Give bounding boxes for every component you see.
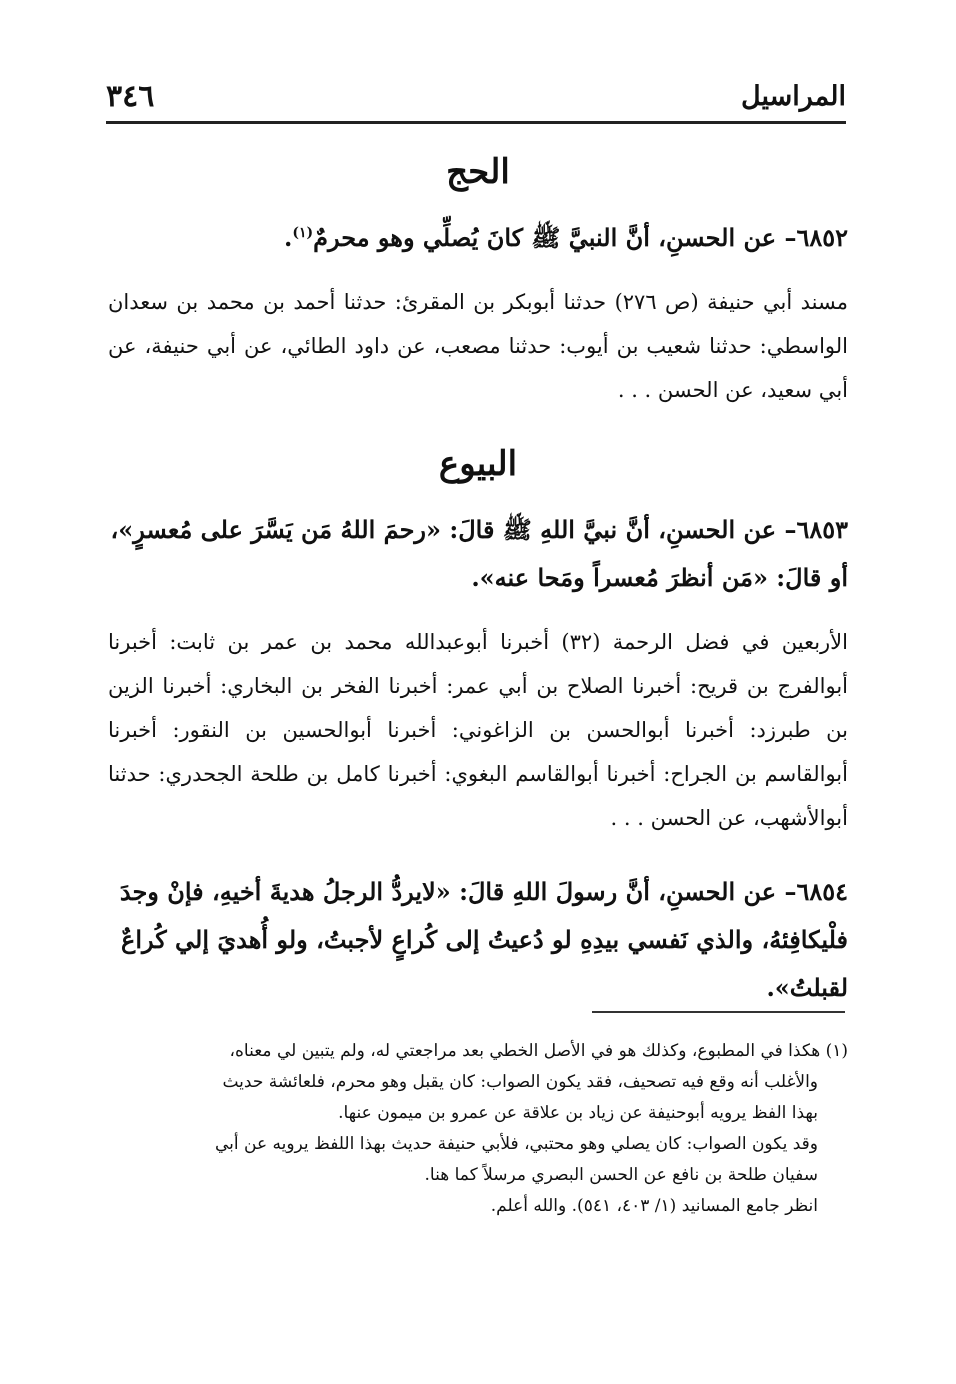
hadith-text: عن الحسنِ، أنَّ النبيَّ ﷺ كانَ يُصلِّي وهو محرمٌ: [313, 223, 785, 252]
page-number: ٣٤٦: [106, 79, 155, 114]
footnote-line: (١) هكذا في المطبوع، وكذلك هو في الأصل الخطي بعد مراجعتي له، ولم يتبين لي معناه،: [229, 1041, 848, 1061]
header-rule: [106, 121, 846, 124]
hadith-6852: [108, 214, 848, 262]
hadith-end: .: [283, 223, 293, 252]
footnotes: [108, 1036, 848, 1222]
running-head: [106, 78, 846, 120]
hadith-text: عن الحسنِ، أنَّ رسولَ اللهِ قالَ: «لايردُّ الرجلُ هديةَ أخيهِ، فإنْ وجدَ فلْيكافِئهُ، والذي نَفسي بيدِهِ لو دُعيتُ إلى كُراعٍ لأجبتُ، ولو أُهديَ إلي كُراعٌ لقبلتُ».: [119, 877, 848, 1002]
hadith-text: عن الحسنِ، أنَّ نبيَّ اللهِ ﷺ قالَ: «رحمَ اللهُ مَن يَسَّرَ على مُعسرٍ»، أو قالَ: «مَن أنظرَ مُعسراً ومَحا عنه».: [110, 515, 848, 592]
source-citation-6853: الأربعين في فضل الرحمة (٣٢) أخبرنا أبوعبدالله محمد بن عمر بن ثابت: أخبرنا أبوالفرج بن قريح: أخبرنا الصلاح بن أبي عمر: أخبرنا الفخر بن البخاري: أخبرنا الزين بن طبرزد: أخبرنا أبوالحسن بن الزاغوني: أخبرنا أبوالحسين بن النقور: أخبرنا أبوالقاسم بن الجراح: أخبرنا أبوالقاسم البغوي: أخبرنا كامل بن طلحة الجحدري: حدثنا أبوالأشهب، عن الحسن . . .: [108, 630, 848, 830]
source-citation-6852: مسند أبي حنيفة (ص ٢٧٦) حدثنا أبوبكر بن المقرئ: حدثنا أحمد بن محمد بن سعدان الواسطي: حدثنا شعيب بن أيوب: حدثنا مصعب، عن داود الطائي، عن أبي حنيفة، عن أبي سعيد، عن الحسن . . .: [108, 290, 848, 402]
hadith-number: ٦٨٥٢–: [784, 223, 848, 252]
footnote-line: بهذا الفظ يرويه أبوحنيفة عن زياد بن علاقة عن عمرو بن ميمون عنها.: [338, 1103, 818, 1123]
main-content: [108, 140, 848, 1030]
footnote-rule: [592, 1011, 845, 1013]
hadith-number: ٦٨٥٤–: [784, 877, 848, 906]
footnote-line: وقد يكون الصواب: كان يصلي وهو محتبي، فلأبي حنيفة حديث بهذا اللفظ يرويه عن أبي: [214, 1134, 818, 1154]
footnote-line: والأغلب أنه وقع فيه تصحيف، فقد يكون الصواب: كان يقبل وهو محرم، فلعائشة حديث: [222, 1072, 818, 1092]
section-heading-hajj: الحج: [446, 152, 510, 192]
section-heading-sales: البيوع: [438, 444, 518, 484]
footnote-line: انظر جامع المسانيد (١/ ٤٠٣، ٥٤١). والله أعلم.: [490, 1196, 818, 1216]
footnote-marker[interactable]: (١): [292, 225, 314, 241]
hadith-number: ٦٨٥٣–: [784, 515, 848, 544]
hadith-6853: [108, 506, 848, 602]
running-title: المراسيل: [741, 81, 846, 112]
footnote-line: سفيان طلحة بن نافع عن الحسن البصري مرسلاً كما هنا.: [424, 1165, 818, 1185]
hadith-6854: [108, 868, 848, 1012]
